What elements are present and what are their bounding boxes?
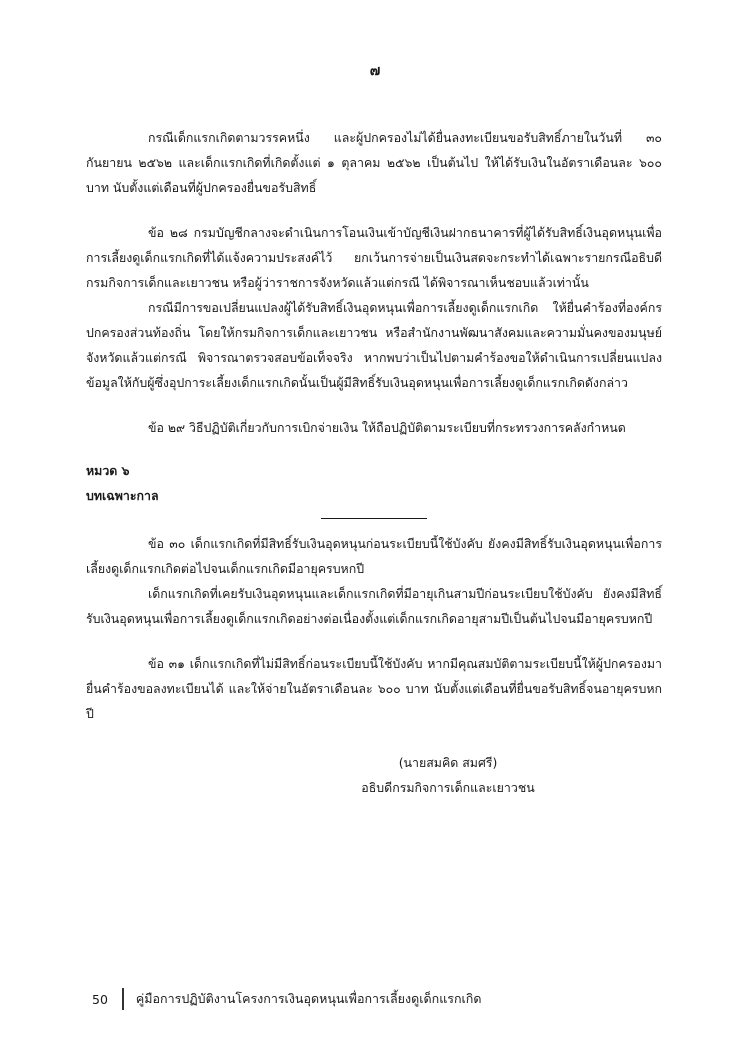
page-footer <box>92 988 482 1010</box>
heading-underline <box>321 518 427 519</box>
chapter-heading: หมวด ๖ <box>86 463 130 478</box>
document-body <box>86 125 662 800</box>
footer-page-number: 50 <box>92 991 108 1007</box>
clause-29: ข้อ ๒๙ วิธีปฏิบัติเกี่ยวกับการเบิกจ่ายเงิน ให้ถือปฏิบัติตามระเบียบที่กระทรวงการคลังกำหนด <box>148 420 626 435</box>
footer-divider <box>122 988 124 1010</box>
signature-block <box>348 750 548 800</box>
paragraph-3: กรณีมีการขอเปลี่ยนแปลงผู้ได้รับสิทธิ์เงินอุดหนุนเพื่อการเลี้ยงดูเด็กแรกเกิด ให้ยื่นคำร้องที่องค์กรปกครองส่วนท้องถิ่น โดยให้กรมกิจการเด็กและเยาวชน หรือสำนักงานพัฒนาสังคมและความมั่นคงของมนุษย์จังหวัดแล้วแต่กรณี พิจารณาตรวจสอบข้อเท็จจริง หากพบว่าเป็นไปตามคำร้องขอให้ดำเนินการเปลี่ยนแปลงข้อมูลให้กับผู้ซึ่งอุปการะเลี้ยงเด็กแรกเกิดนั้นเป็นผู้มีสิทธิ์รับเงินอุดหนุนเพื่อการเลี้ยงดูเด็กแรกเกิดดังกล่าว <box>86 300 662 390</box>
paragraph-6: เด็กแรกเกิดที่เคยรับเงินอุดหนุนและเด็กแรกเกิดที่มีอายุเกินสามปีก่อนระเบียบใช้บังคับ ยังคงมีสิทธิ์รับเงินอุดหนุนเพื่อการเลี้ยงดูเด็กแรกเกิดอย่างต่อเนื่องตั้งแต่เด็กแรกเกิดอายุสามปีเป็นต้นไปจนมีอายุครบหกปี <box>86 586 662 626</box>
page-marker: ๗ <box>369 63 381 79</box>
clause-31: ข้อ ๓๑ เด็กแรกเกิดที่ไม่มีสิทธิ์ก่อนระเบียบนี้ใช้บังคับ หากมีคุณสมบัติตามระเบียบนี้ให้ผู้ปกครองมายื่นคำร้องขอลงทะเบียนได้ และให้จ่ายในอัตราเดือนละ ๖๐๐ บาท นับตั้งแต่เดือนที่ยื่นขอรับสิทธิ์จนอายุครบหกปี <box>86 656 662 721</box>
footer-book-title: คู่มือการปฏิบัติงานโครงการเงินอุดหนุนเพื่อการเลี้ยงดูเด็กแรกเกิด <box>135 991 482 1006</box>
clause-30: ข้อ ๓๐ เด็กแรกเกิดที่มีสิทธิ์รับเงินอุดหนุนก่อนระเบียบนี้ใช้บังคับ ยังคงมีสิทธิ์รับเงินอุดหนุนเพื่อการเลี้ยงดูเด็กแรกเกิดต่อไปจนเด็กแรกเกิดมีอายุครบหกปี <box>86 536 662 576</box>
chapter-title: บทเฉพาะกาล <box>86 488 159 503</box>
signatory-title: อธิบดีกรมกิจการเด็กและเยาวชน <box>361 780 535 795</box>
paragraph-1: กรณีเด็กแรกเกิดตามวรรคหนึ่ง และผู้ปกครองไม่ได้ยื่นลงทะเบียนขอรับสิทธิ์ภายในวันที่ ๓๐ กันยายน ๒๕๖๒ และเด็กแรกเกิดที่เกิดตั้งแต่ ๑ ตุลาคม ๒๕๖๒ เป็นต้นไป ให้ได้รับเงินในอัตราเดือนละ ๖๐๐ บาท นับตั้งแต่เดือนที่ผู้ปกครองยื่นขอรับสิทธิ์ <box>86 130 662 195</box>
signatory-name: (นายสมคิด สมศรี) <box>398 755 498 770</box>
clause-28: ข้อ ๒๘ กรมบัญชีกลางจะดำเนินการโอนเงินเข้าบัญชีเงินฝากธนาคารที่ผู้ได้รับสิทธิ์เงินอุดหนุนเพื่อการเลี้ยงดูเด็กแรกเกิดที่ได้แจ้งความประสงค์ไว้ ยกเว้นการจ่ายเป็นเงินสดจะกระทำได้เฉพาะรายกรณีอธิบดีกรมกิจการเด็กและเยาวชน หรือผู้ว่าราชการจังหวัดแล้วแต่กรณี ได้พิจารณาเห็นชอบแล้วเท่านั้น <box>86 225 662 290</box>
